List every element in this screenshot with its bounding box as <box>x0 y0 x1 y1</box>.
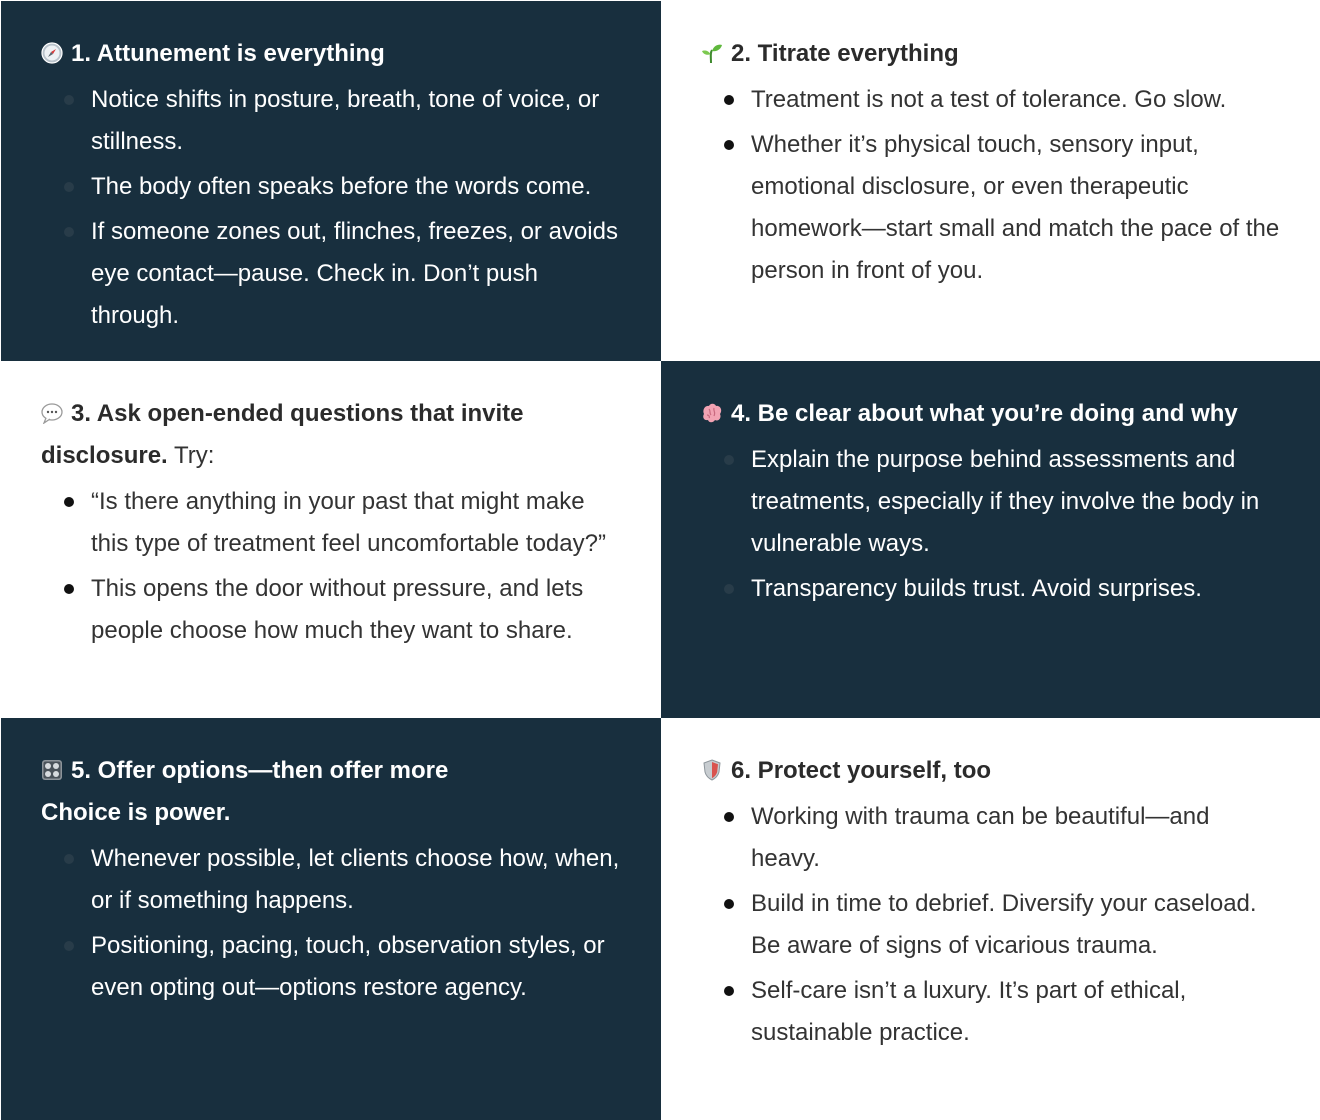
tip-title: 3. Ask open-ended questions that invite disclosure. <box>41 400 524 469</box>
list-item: This opens the door without pressure, and lets people choose how much they want to share. <box>91 568 621 652</box>
control-knobs-icon <box>41 759 63 781</box>
tip-title-suffix: Try: <box>167 442 215 469</box>
list-item: Transparency builds trust. Avoid surprises. <box>751 568 1280 610</box>
list-item: “Is there anything in your past that might make this type of treatment feel uncomfortable today?” <box>91 481 621 565</box>
list-item: If someone zones out, flinches, freezes, or avoids eye contact—pause. Check in. Don’t push through. <box>91 211 621 337</box>
compass-icon <box>41 42 63 64</box>
brain-icon <box>701 402 723 424</box>
tip-heading <box>41 750 621 792</box>
list-item: Explain the purpose behind assessments and treatments, especially if they involve the body in vulnerable ways. <box>751 439 1280 565</box>
tip-heading <box>41 393 621 477</box>
tip-card-protect-yourself <box>661 718 1320 1120</box>
tip-list <box>701 796 1280 1054</box>
tip-heading <box>701 33 1280 75</box>
tip-heading <box>701 750 1280 792</box>
tip-list <box>41 79 621 337</box>
shield-icon <box>701 759 723 781</box>
tip-title: 6. Protect yourself, too <box>731 757 992 784</box>
tip-list <box>41 838 621 1009</box>
tip-card-attunement <box>1 1 661 361</box>
tip-list <box>701 79 1280 292</box>
list-item: Whether it’s physical touch, sensory input, emotional disclosure, or even therapeutic homework—start small and match the pace of the person in front of you. <box>751 124 1280 292</box>
tip-heading <box>701 393 1280 435</box>
list-item: Self-care isn’t a luxury. It’s part of ethical, sustainable practice. <box>751 970 1280 1054</box>
tip-title: 1. Attunement is everything <box>71 40 385 67</box>
tip-list <box>701 439 1280 610</box>
list-item: Whenever possible, let clients choose how, when, or if something happens. <box>91 838 621 922</box>
tip-subtitle: Choice is power. <box>41 799 231 826</box>
tip-title: 4. Be clear about what you’re doing and why <box>731 400 1238 427</box>
tip-card-be-clear <box>661 361 1320 718</box>
list-item: Build in time to debrief. Diversify your caseload. Be aware of signs of vicarious trauma. <box>751 883 1280 967</box>
tip-card-titrate <box>661 1 1320 361</box>
speech-bubble-icon <box>41 402 63 424</box>
list-item: Treatment is not a test of tolerance. Go slow. <box>751 79 1280 121</box>
tip-list <box>41 481 621 652</box>
list-item: Notice shifts in posture, breath, tone of voice, or stillness. <box>91 79 621 163</box>
tip-card-offer-options <box>1 718 661 1120</box>
tip-card-open-questions <box>1 361 661 718</box>
list-item: The body often speaks before the words come. <box>91 166 621 208</box>
list-item: Positioning, pacing, touch, observation styles, or even opting out—options restore agency. <box>91 925 621 1009</box>
tip-title: 5. Offer options—then offer more <box>71 757 449 784</box>
tip-title: 2. Titrate everything <box>731 40 959 67</box>
seedling-icon <box>701 42 723 64</box>
list-item: Working with trauma can be beautiful—and heavy. <box>751 796 1280 880</box>
tip-heading <box>41 33 621 75</box>
